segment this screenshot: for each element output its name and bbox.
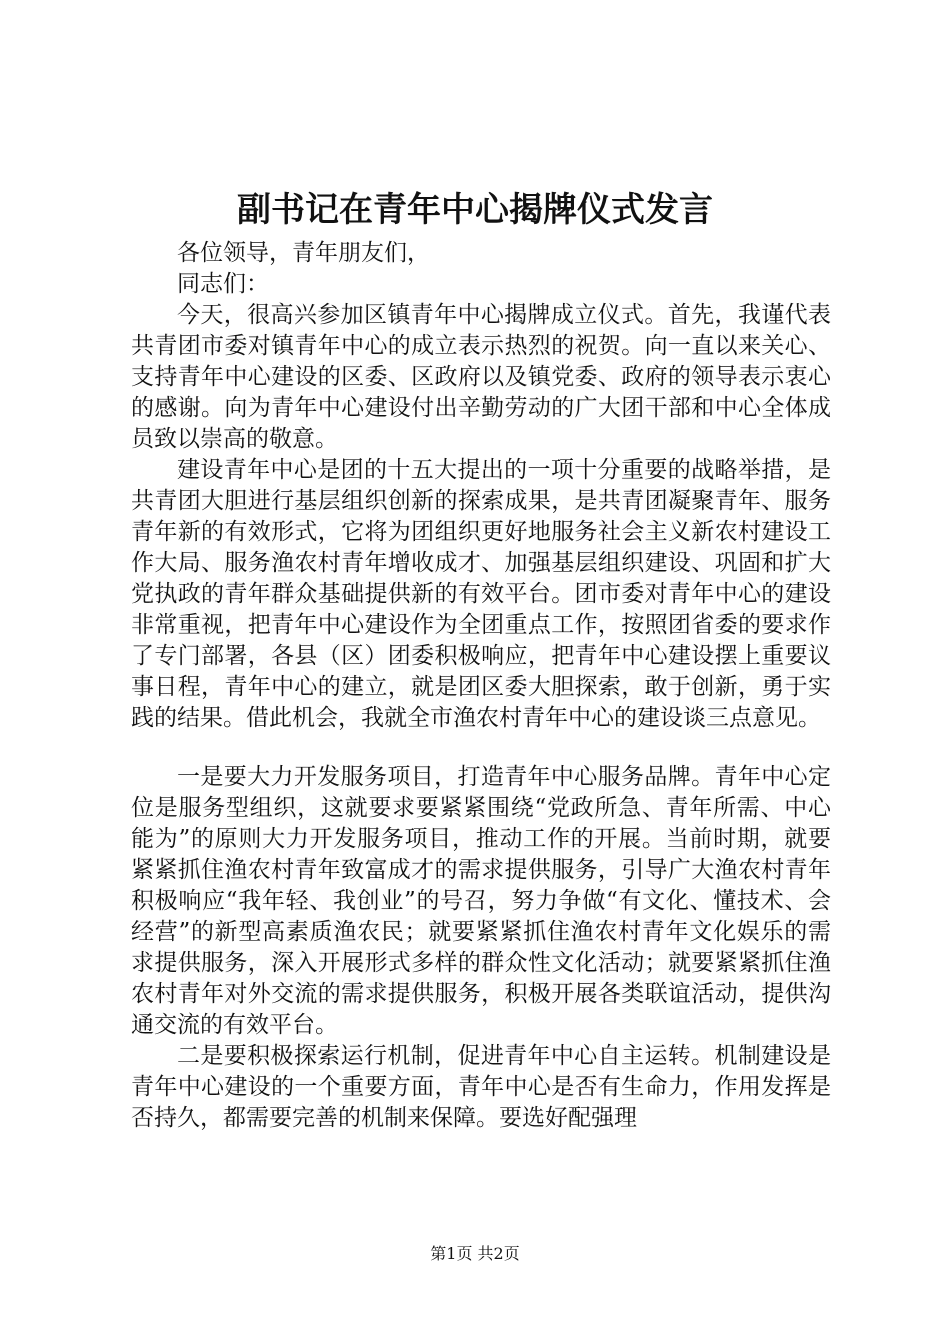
paragraph-point-two: 二是要积极探索运行机制，促进青年中心自主运转。机制建设是青年中心建设的一个重要方面，青年中心是否有生命力，作用发挥是否持久，都需要完善的机制来保障。要选好配强理 bbox=[131, 1043, 831, 1131]
document-body bbox=[131, 238, 831, 1134]
page-number-footer: 第1页 共2页 bbox=[430, 1244, 520, 1263]
salutation-line-2: 同志们： bbox=[177, 271, 269, 297]
paragraph-significance: 建设青年中心是团的十五大提出的一项十分重要的战略举措，是共青团大胆进行基层组织创新的探索成果，是共青团凝聚青年、服务青年新的有效形式，它将为团组织更好地服务社会主义新农村建设工作大局、服务渔农村青年增收成才、加强基层组织建设、巩固和扩大党执政的青年群众基础提供新的有效平台。团市委对青年中心的建设非常重视，把青年中心建设作为全团重点工作，按照团省委的要求作了专门部署，各县（区）团委积极响应，把青年中心建设摆上重要议事日程，青年中心的建立，就是团区委大胆探索，敢于创新，勇于实践的结果。借此机会，我就全市渔农村青年中心的建设谈三点意见。 bbox=[131, 457, 831, 731]
salutation-line-1: 各位领导，青年朋友们， bbox=[177, 240, 430, 266]
paragraph-opening: 今天，很高兴参加区镇青年中心揭牌成立仪式。首先，我谨代表共青团市委对镇青年中心的成立表示热烈的祝贺。向一直以来关心、支持青年中心建设的区委、区政府以及镇党委、政府的领导表示衷心的感谢。向为青年中心建设付出辛勤劳动的广大团干部和中心全体成员致以崇高的敬意。 bbox=[131, 302, 831, 452]
paragraph-point-one: 一是要大力开发服务项目，打造青年中心服务品牌。青年中心定位是服务型组织，这就要求要紧紧围绕“党政所急、青年所需、中心能为”的原则大力开发服务项目，推动工作的开展。当前时期，就要紧紧抓住渔农村青年致富成才的需求提供服务，引导广大渔农村青年积极响应“我年轻、我创业”的号召，努力争做“有文化、懂技术、会经营”的新型高素质渔农民；就要紧紧抓住渔农村青年文化娱乐的需求提供服务，深入开展形式多样的群众性文化活动；就要紧紧抓住渔农村青年对外交流的需求提供服务，积极开展各类联谊活动，提供沟通交流的有效平台。 bbox=[131, 764, 831, 1038]
document-title: 副书记在青年中心揭牌仪式发言 bbox=[237, 190, 713, 230]
